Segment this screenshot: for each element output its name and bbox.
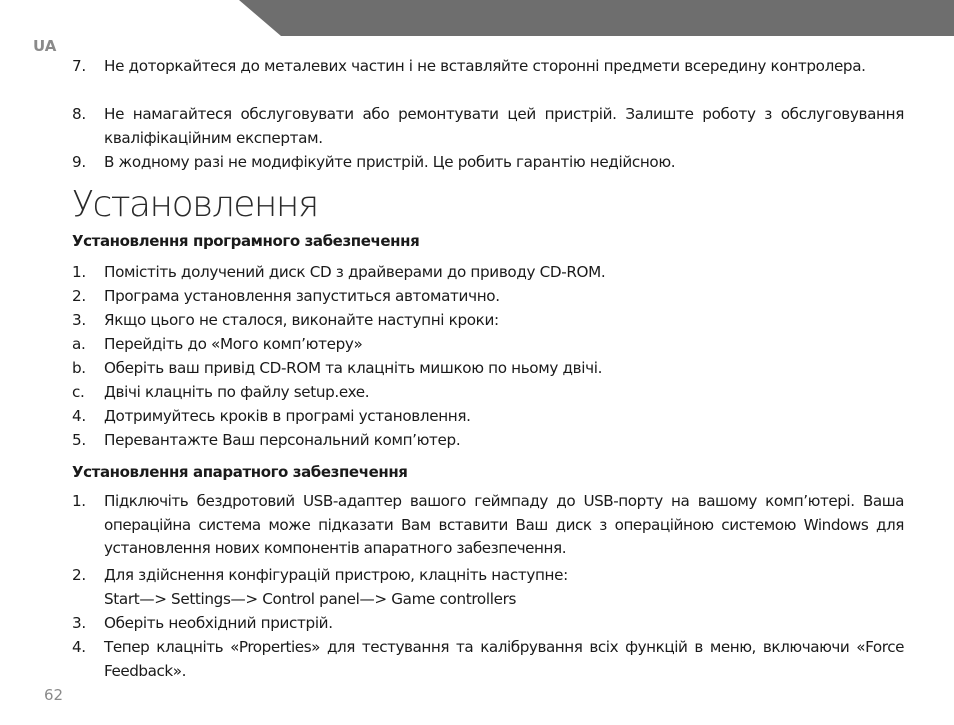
- step-text: Для здійснення конфігурацій пристрою, клацніть наступне:: [104, 566, 568, 584]
- warning-item: [72, 55, 904, 79]
- warning-item: [72, 151, 904, 175]
- step-text: Підключіть бездротовий USB-адаптер вашого геймпаду до USB-порту на вашому комп’ютері. Ваша операційна система може підказати Вам вставити Ваш диск з операційною системою Windows для установлення нових компонентів апаратного забезпечення.: [104, 492, 904, 557]
- step-number: 1.: [72, 492, 86, 510]
- page-number: 62: [44, 686, 64, 704]
- hardware-step: [72, 490, 904, 561]
- step-number: 2.: [72, 566, 86, 584]
- software-substep: [72, 381, 904, 405]
- step-letter: c.: [72, 383, 85, 401]
- item-text: Не доторкайтеся до металевих частин і не вставляйте сторонні предмети всередину контролера.: [104, 57, 866, 75]
- software-step: [72, 429, 904, 453]
- step-text: Перевантажте Ваш персональний комп’ютер.: [104, 431, 461, 449]
- item-text: В жодному разі не модифікуйте пристрій. Це робить гарантію недійсною.: [104, 153, 676, 171]
- step-text: Оберіть ваш привід CD-ROM та клацніть мишкою по ньому двічі.: [104, 359, 603, 377]
- step-text: Помістіть долучений диск CD з драйверами до приводу CD-ROM.: [104, 263, 606, 281]
- hardware-step: [72, 612, 904, 636]
- step-text: Оберіть необхідний пристрій.: [104, 614, 333, 632]
- step-number: 2.: [72, 287, 86, 305]
- software-step: [72, 405, 904, 429]
- step-text: Дотримуйтесь кроків в програмі установлення.: [104, 407, 471, 425]
- item-number: 7.: [72, 57, 86, 75]
- software-step: [72, 261, 904, 285]
- step-text: Перейдіть до «Мого комп’ютеру»: [104, 335, 363, 353]
- step-number: 1.: [72, 263, 86, 281]
- step-number: 3.: [72, 311, 86, 329]
- step-text: Двічі клацніть по файлу setup.exe.: [104, 383, 370, 401]
- step-text: Програма установлення запуститься автоматично.: [104, 287, 500, 305]
- software-step: [72, 285, 904, 309]
- item-number: 9.: [72, 153, 86, 171]
- software-heading: Установлення програмного забезпечення: [72, 232, 420, 250]
- step-text: Тепер клацніть «Properties» для тестування та калібрування всіх функцій в меню, включаючи «Force Feedback».: [104, 638, 904, 680]
- hardware-step: [72, 564, 904, 611]
- warning-item: [72, 103, 904, 150]
- section-title: Установлення: [72, 184, 318, 225]
- step-text: Якщо цього не сталося, виконайте наступні кроки:: [104, 311, 499, 329]
- item-number: 8.: [72, 105, 86, 123]
- step-number: 3.: [72, 614, 86, 632]
- settings-path: Start—> Settings—> Control panel—> Game controllers: [104, 589, 517, 608]
- step-number: 4.: [72, 638, 86, 656]
- step-letter: b.: [72, 359, 86, 377]
- software-substep: [72, 333, 904, 357]
- hardware-step: [72, 636, 904, 683]
- step-number: 4.: [72, 407, 86, 425]
- header-band: [239, 0, 954, 36]
- software-step: [72, 309, 904, 333]
- language-code: UA: [33, 37, 57, 55]
- software-substep: [72, 357, 904, 381]
- step-letter: a.: [72, 335, 86, 353]
- hardware-heading: Установлення апаратного забезпечення: [72, 463, 408, 481]
- item-text: Не намагайтеся обслуговувати або ремонтувати цей пристрій. Залиште роботу з обслуговування кваліфікаційним експертам.: [104, 105, 904, 147]
- step-number: 5.: [72, 431, 86, 449]
